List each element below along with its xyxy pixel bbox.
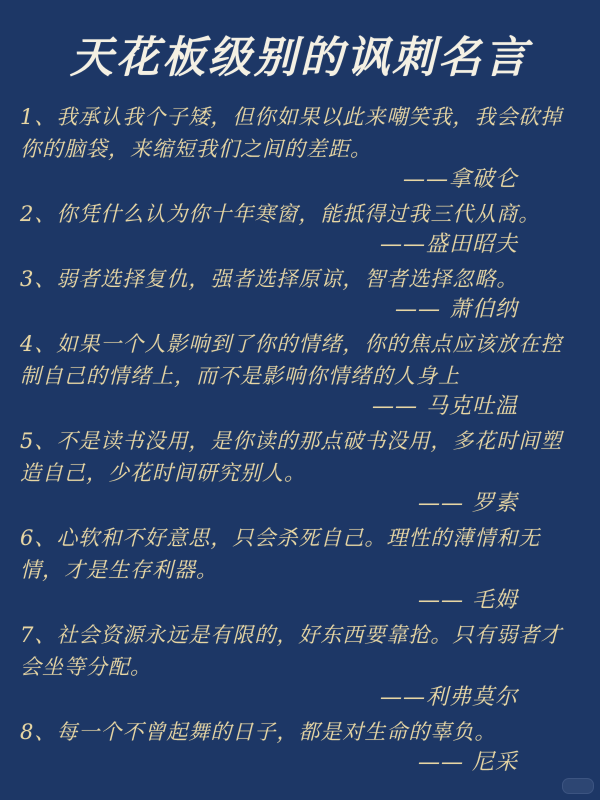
- quote-author: ——拿破仑: [402, 167, 518, 192]
- quote-item: [20, 522, 580, 616]
- quote-item: [20, 101, 580, 195]
- quote-text: 8、每一个不曾起舞的日子，都是对生命的辜负。: [20, 720, 497, 744]
- quote-author: —— 罗素: [418, 491, 518, 516]
- quote-author: —— 尼采: [418, 750, 518, 775]
- quote-author: ——盛田昭夫: [379, 232, 518, 257]
- quote-text: 7、社会资源永远是有限的，好东西要靠抢。只有弱者才会坐等分配。: [20, 623, 563, 679]
- quote-item: [20, 619, 580, 713]
- quote-item: [20, 328, 580, 422]
- quote-text: 5、不是读书没用，是你读的那点破书没用，多花时间塑造自己，少花时间研究别人。: [20, 429, 563, 485]
- page-title: 天花板级别的讽刺名言: [70, 33, 530, 83]
- quote-author: —— 萧伯纳: [395, 297, 518, 322]
- quote-text: 4、如果一个人影响到了你的情绪，你的焦点应该放在控制自己的情绪上，而不是影响你情绪的人身上: [20, 332, 563, 388]
- quote-author: ——利弗莫尔: [379, 685, 518, 710]
- watermark-badge: [562, 778, 594, 794]
- quotes-list: [20, 101, 580, 778]
- quote-item: [20, 198, 580, 260]
- quote-text: 2、你凭什么认为你十年寒窗，能抵得过我三代从商。: [20, 202, 541, 226]
- quote-text: 3、弱者选择复仇，强者选择原谅，智者选择忽略。: [20, 267, 519, 291]
- quote-text: 6、心软和不好意思，只会杀死自己。理性的薄情和无情，才是生存利器。: [20, 526, 541, 582]
- quote-author: —— 毛姆: [418, 588, 518, 613]
- quote-text: 1、我承认我个子矮，但你如果以此来嘲笑我，我会砍掉你的脑袋，来缩短我们之间的差距。: [20, 105, 563, 161]
- quote-item: [20, 263, 580, 325]
- quote-author: —— 马克吐温: [372, 394, 518, 419]
- quote-item: [20, 425, 580, 519]
- quote-item: [20, 716, 580, 778]
